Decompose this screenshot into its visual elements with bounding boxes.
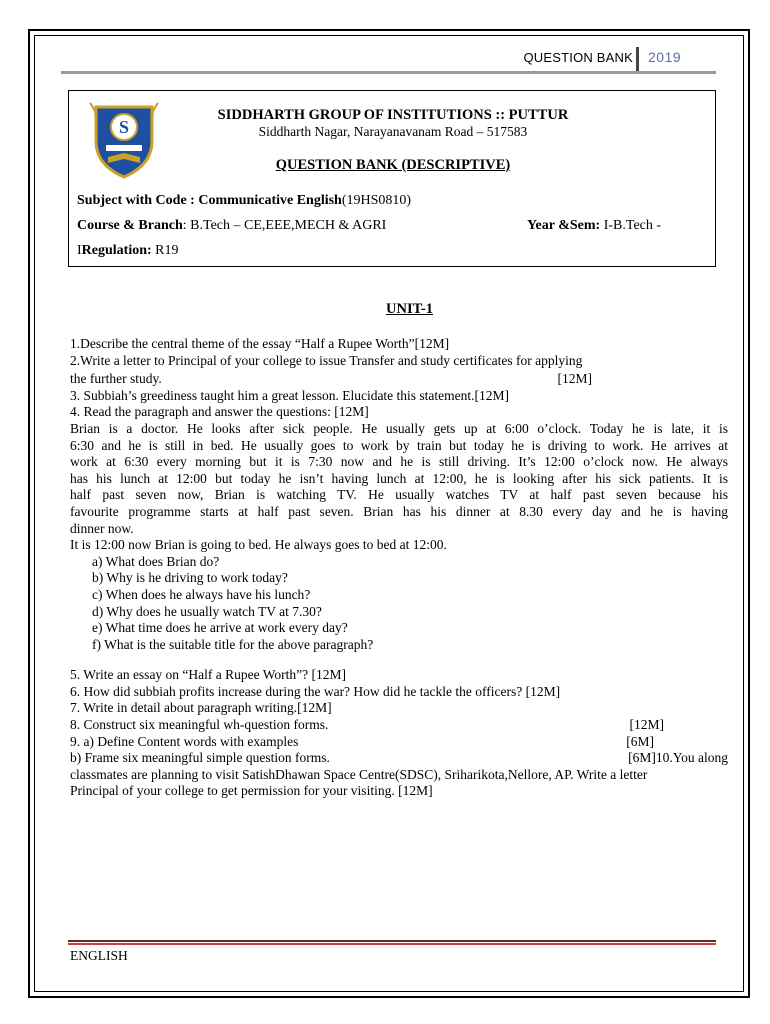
unit-heading: UNIT-1: [386, 301, 434, 317]
institution-name: SIDDHARTH GROUP OF INSTITUTIONS :: PUTTUR: [217, 107, 569, 123]
footer-rule: [68, 940, 716, 942]
question-4: 4. Read the paragraph and answer the questions: [12M]: [70, 404, 369, 420]
question-1: 1.Describe the central theme of the essay “Half a Rupee Worth”[12M]: [70, 336, 450, 351]
course-line: [77, 218, 386, 234]
regulation-label: Regulation:: [81, 243, 152, 258]
running-header: [0, 49, 770, 71]
question-9b-marks: [6M]10.You along: [628, 750, 728, 766]
question-8: [70, 717, 728, 734]
question-5: 5. Write an essay on “Half a Rupee Worth”? [12M]: [70, 667, 347, 683]
course-label: Course & Branch: [77, 218, 183, 233]
regulation-value: R19: [151, 243, 179, 258]
question-2-line2: [70, 371, 728, 388]
subject-line: [77, 193, 411, 209]
question-3: 3. Subbiah’s greediness taught him a great lesson. Elucidate this statement.[12M]: [70, 387, 510, 403]
sub-question-b: b) Why is he driving to work today?: [92, 570, 288, 586]
paragraph-line-6: favourite programme starts at half past seven. Brian has his dinner at 8.30 every day and he is having: [70, 503, 728, 519]
question-7: 7. Write in detail about paragraph writing.[12M]: [70, 700, 332, 716]
question-9a-marks: [6M]: [626, 733, 654, 749]
question-9a: [70, 734, 728, 751]
sub-question-f: f) What is the suitable title for the above paragraph?: [92, 636, 374, 652]
regulation-prefix: I: [77, 243, 82, 258]
question-10-line2: Principal of your college to get permission for your visiting. [12M]: [70, 783, 433, 799]
paragraph-line-7: dinner now.: [70, 520, 134, 536]
subject-label: Subject with Code : Communicative English: [77, 193, 342, 208]
sub-question-c: c) When does he always have his lunch?: [92, 586, 311, 602]
year-value: I-B.Tech -: [600, 218, 662, 233]
question-6: 6. How did subbiah profits increase during the war? How did he tackle the officers? [12M]: [70, 683, 561, 699]
paragraph-line-1: Brian is a doctor. He looks after sick people. He usually gets up at 6:00 o’clock. Today he is late, it is: [70, 420, 728, 436]
paragraph-line-3: work at 6:30 every morning but it is 7:30 now and he is still driving. It’s 12:00 o’clock now. He always: [70, 454, 728, 470]
header-label: QUESTION BANK: [523, 50, 633, 65]
paragraph-line-8: It is 12:00 now Brian is going to bed. He always goes to bed at 12:00.: [70, 537, 447, 553]
question-9a-text: 9. a) Define Content words with examples: [70, 733, 299, 749]
sub-question-a: a) What does Brian do?: [92, 553, 220, 569]
header-separator: [636, 47, 639, 71]
question-2-marks: [12M]: [557, 371, 592, 387]
sub-question-d: d) Why does he usually watch TV at 7.30?: [92, 603, 322, 619]
subject-code: (19HS0810): [341, 193, 412, 208]
course-value: : B.Tech – CE,EEE,MECH & AGRI: [182, 218, 387, 233]
question-9b: [70, 750, 728, 767]
question-list: [70, 336, 728, 800]
svg-text:S: S: [118, 117, 130, 137]
institution-address: Siddharth Nagar, Narayanavanam Road – 517583: [258, 124, 528, 139]
paragraph-line-4: has his lunch at 12:00 but today he isn’t having lunch at 12:00, he is looking after his sick patients. It is: [70, 470, 728, 486]
question-10-line1: classmates are planning to visit SatishDhawan Space Centre(SDSC), Sriharikota,Nellore, AP. Write a letter: [70, 766, 648, 782]
document-title: QUESTION BANK (DESCRIPTIVE): [275, 157, 511, 173]
question-8-marks: [12M]: [629, 717, 664, 733]
sub-question-e: e) What time does he arrive at work every day?: [92, 620, 348, 636]
year-sem: [527, 218, 661, 234]
year-label: Year &Sem:: [527, 218, 601, 233]
header-year: 2019: [648, 49, 682, 65]
paragraph-line-2: 6:30 and he is still in bed. He usually goes to work by train but today he is driving to work. He arrives at: [70, 437, 728, 453]
question-8-text: 8. Construct six meaningful wh-question forms.: [70, 717, 329, 733]
footer-label: ENGLISH: [70, 948, 128, 963]
question-9b-text: b) Frame six meaningful simple question forms.: [70, 750, 330, 766]
regulation-line: [77, 243, 179, 259]
question-2-line1: 2.Write a letter to Principal of your college to issue Transfer and study certificates for applying: [70, 352, 583, 368]
paragraph-line-5: half past seven now, Brian is watching TV. He usually watches TV at half past seven because his: [70, 487, 728, 503]
footer-rule-accent: [68, 943, 716, 945]
header-rule: [61, 71, 716, 74]
question-2-text: the further study.: [70, 371, 162, 387]
